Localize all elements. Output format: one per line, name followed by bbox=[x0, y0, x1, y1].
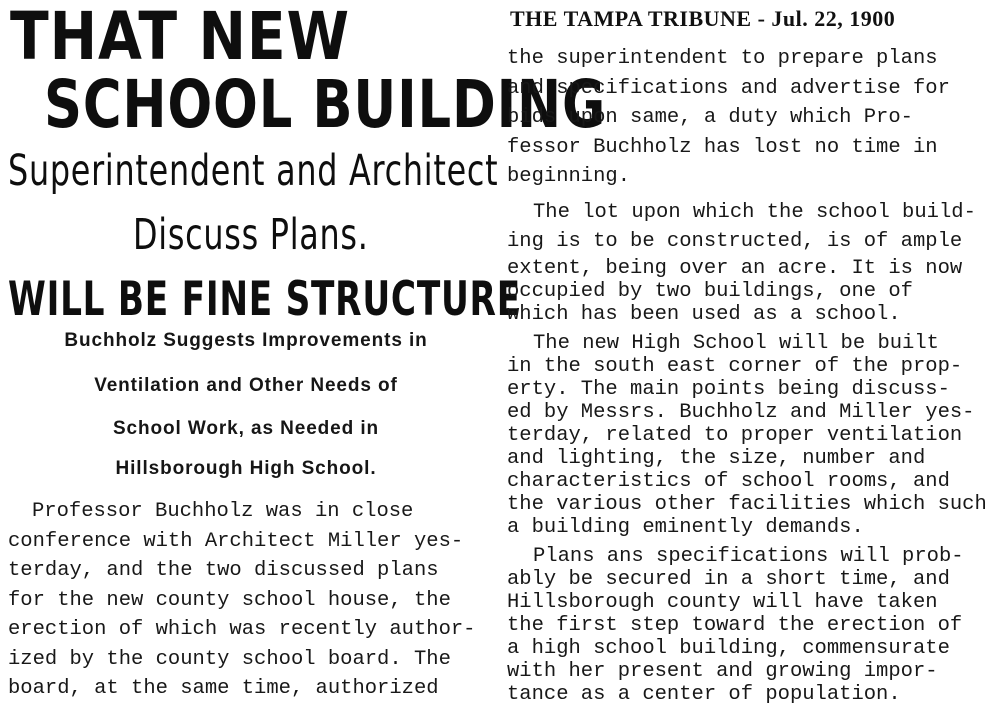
body-line: ing is to be constructed, is of ample bbox=[507, 230, 963, 253]
paragraph-2 bbox=[507, 198, 997, 326]
body-line: Hillsborough county will have taken bbox=[507, 590, 938, 614]
headline-line-5: WILL BE FINE STRUCTURE bbox=[8, 272, 521, 327]
body-line: beginning. bbox=[507, 165, 631, 188]
right-column bbox=[500, 0, 1000, 711]
body-line: ed by Messrs. Buchholz and Miller yes- bbox=[507, 400, 975, 424]
body-line: with her present and growing impor- bbox=[507, 659, 938, 683]
deck-line-3: School Work, as Needed in bbox=[112, 418, 380, 439]
headline-line-2: SCHOOL BUILDING bbox=[44, 66, 607, 143]
masthead: THE TAMPA TRIBUNE - Jul. 22, 1900 bbox=[510, 6, 896, 31]
deck-line-4: Hillsborough High School. bbox=[115, 458, 377, 479]
body-line: extent, being over an acre. It is now bbox=[507, 256, 963, 280]
deck-line-1: Buchholz Suggests Improvements in bbox=[64, 330, 428, 351]
body-line: and specifications and advertise for bbox=[507, 76, 950, 100]
body-line: conference with Architect Miller yes- bbox=[8, 529, 464, 553]
body-line: The new High School will be built bbox=[533, 331, 939, 355]
body-line: bids upon same, a duty which Pro- bbox=[507, 106, 913, 129]
body-line: terday, and the two discussed plans bbox=[8, 559, 439, 582]
article-body-left bbox=[8, 497, 488, 704]
body-line: the superintendent to prepare plans bbox=[507, 47, 938, 70]
body-line: occupied by two buildings, one of bbox=[507, 279, 913, 303]
body-line: the first step toward the erection of bbox=[507, 613, 963, 637]
body-line: and lighting, the size, number and bbox=[507, 446, 926, 470]
body-line: which has been used as a school. bbox=[507, 302, 901, 326]
body-line: in the south east corner of the prop- bbox=[507, 354, 963, 378]
body-line: Professor Buchholz was in close bbox=[32, 500, 414, 523]
body-line: The lot upon which the school build- bbox=[533, 200, 976, 224]
headline-line-3: Superintendent and Architect bbox=[8, 146, 499, 196]
paragraph-3 bbox=[507, 332, 997, 539]
body-line: terday, related to proper ventilation bbox=[507, 423, 963, 447]
body-line: ized by the county school board. The bbox=[8, 647, 451, 671]
body-line: the various other facilities which such bbox=[507, 492, 987, 516]
body-line: erty. The main points being discuss- bbox=[507, 377, 950, 401]
body-line: fessor Buchholz has lost no time in bbox=[507, 135, 938, 159]
body-line: characteristics of school rooms, and bbox=[507, 469, 950, 493]
paragraph-1 bbox=[507, 44, 997, 192]
body-line: Plans ans specifications will prob- bbox=[533, 544, 964, 568]
body-line: board, at the same time, authorized bbox=[8, 677, 439, 700]
body-line: tance as a center of population. bbox=[507, 682, 901, 706]
paragraph-4 bbox=[507, 545, 997, 706]
deck-line-2: Ventilation and Other Needs of bbox=[94, 375, 398, 396]
body-line: ably be secured in a short time, and bbox=[507, 567, 950, 591]
headline-line-4: Discuss Plans. bbox=[133, 210, 369, 260]
body-line: for the new county school house, the bbox=[8, 588, 451, 612]
article-body-right bbox=[507, 44, 997, 712]
body-line: a building eminently demands. bbox=[507, 515, 864, 539]
body-line: erection of which was recently author- bbox=[8, 618, 476, 641]
headline-line-1: THAT NEW bbox=[10, 0, 350, 75]
body-line: a high school building, commensurate bbox=[507, 636, 950, 660]
